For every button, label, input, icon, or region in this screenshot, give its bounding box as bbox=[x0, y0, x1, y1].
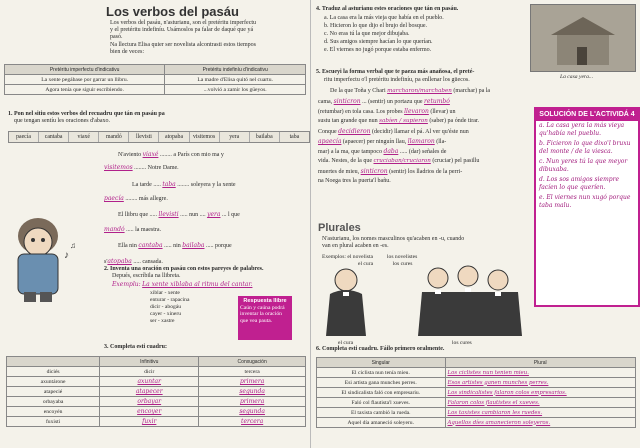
ex3-heading: 3. Completa esti cuadru: bbox=[104, 344, 167, 350]
ex4-item: b. Hicieron lo que dijo el brujo del bosque. bbox=[324, 23, 427, 29]
conj-header: Conxugación bbox=[199, 357, 306, 367]
conjugation-table bbox=[6, 356, 306, 427]
ex1-heading: 1. Pon nel sitiu estos verbos del recuadru que tán en pasáu pa bbox=[8, 111, 165, 117]
conj-cell: tercera bbox=[199, 417, 306, 427]
ex4-item: c. No eras tú la que mejor dibujaba. bbox=[324, 31, 410, 37]
ex2-heading: 2. Inventa una oración en pasáu con estos pareyes de palabres. bbox=[104, 266, 264, 272]
conj-cell: atapecié bbox=[7, 387, 100, 397]
ex2-pair: dicir - abogáu bbox=[150, 304, 182, 310]
plural-header: Singular bbox=[317, 358, 446, 368]
tense-table bbox=[4, 64, 306, 95]
conj-cell: atapecer bbox=[100, 387, 199, 397]
plural-cell: Aquel día amaneció soleyeru. bbox=[317, 418, 446, 428]
house-photo bbox=[530, 4, 636, 72]
ex2-pair: xiblar - xente bbox=[150, 290, 180, 296]
tense-header: Pretéritu imperfectu d'indicativu bbox=[5, 65, 165, 75]
ex5-line: (retumbar) en tola casa. Los probes llevaron (llevar) un bbox=[318, 108, 456, 115]
plurales-heading: Plurales bbox=[318, 222, 361, 234]
word-box-item: atopaba bbox=[159, 132, 189, 142]
plural-table bbox=[316, 357, 636, 428]
intro-line-3: pasó. bbox=[110, 34, 123, 40]
boy-illustration bbox=[8, 208, 80, 304]
intro-line-4: Na llectura Elisa quier ser novelista alcontrasti estos tiempos bbox=[110, 42, 256, 48]
solution-item: c. Nun yeres tú la que meyor dibuxaba. bbox=[539, 158, 628, 173]
conj-cell: encoyén bbox=[7, 407, 100, 417]
ex4-heading: 4. Traduz al asturianu estes oraciones que tán en pasáu. bbox=[316, 6, 459, 12]
priests-illustration bbox=[318, 264, 528, 340]
intro-line-2: y el pretéritu indefiníu. Usámoslos pa falar de daqué que yá bbox=[110, 27, 254, 33]
word-box-item: yera bbox=[220, 132, 250, 142]
tense-header: Pretéritu indefiníu d'indicativu bbox=[165, 65, 306, 75]
conj-cell: orbayar bbox=[100, 397, 199, 407]
conj-cell: dicir bbox=[100, 367, 199, 377]
solution-item: a. La casa yera la más vieya qu'había nel pueblu. bbox=[539, 122, 625, 137]
solution-item: e. El viernes nun xugó porque taba malu. bbox=[539, 194, 631, 209]
plural-cell: Esos artistes ganen munches perres. bbox=[445, 378, 635, 388]
solution-item: b. Ficieron lo que dixo'l bruxu del monte / de la viesca. bbox=[539, 140, 631, 155]
ex1-line: Ella nin cantaba ..... nin bailaba ..... porque bbox=[118, 242, 232, 249]
word-box-item: bailaba bbox=[250, 132, 280, 142]
conj-cell: orbayaba bbox=[7, 397, 100, 407]
ex5-line: cama, sinticron ... (sentir) un portazu que retumbó bbox=[318, 98, 450, 105]
ex5-line: vida. Nestes, de la que cruciaban/cruciaron (cruciar) pel pasillu bbox=[318, 158, 480, 164]
ex1-line: La tarde ..... taba ........ soleyera y la xente bbox=[132, 181, 236, 188]
word-box-item: viaxé bbox=[69, 132, 99, 142]
solution-title: SOLUCIÓN DE L'ACTIVIDÁ 4 bbox=[536, 109, 638, 121]
conj-cell: segunda bbox=[199, 387, 306, 397]
conj-cell: axuntárone bbox=[7, 377, 100, 387]
conj-cell: fuxir bbox=[100, 417, 199, 427]
conj-cell: diciés bbox=[7, 367, 100, 377]
plural-cell: Los ciclistes nun tenien mieu. bbox=[445, 368, 635, 378]
page-title: Los verbos del pasáu bbox=[106, 4, 239, 19]
svg-text:♪: ♪ bbox=[64, 250, 69, 261]
conj-cell: primera bbox=[199, 377, 306, 387]
plurales-text: van en plural acaben en -es. bbox=[322, 243, 389, 249]
ex2-example: Exemplu: La xente xiblaba al ritmu del cantar. bbox=[112, 281, 253, 288]
conj-header bbox=[7, 357, 100, 367]
conj-cell: axuntar bbox=[100, 377, 199, 387]
ex1-line: El llibru que ..... llevisti ..... nun .... yera ... l que bbox=[118, 211, 240, 218]
ex2-pair: enturar - rapacina bbox=[150, 297, 190, 303]
ex1-heading-2: que tengan sentíu les oraciones d'abaxo. bbox=[14, 118, 111, 124]
solution-box bbox=[534, 107, 640, 307]
ex4-item: e. El viernes no jugó porque estaba enfermo. bbox=[324, 47, 432, 53]
plurales-text: N'asturianu, los nomes masculinos qu'acaben en -u, cuando bbox=[322, 236, 465, 242]
plural-cell: Faló col flautista'l xueves. bbox=[317, 398, 446, 408]
note-title: Respuesta llibre bbox=[243, 298, 287, 304]
ex1-line: mandó ..... la maestra. bbox=[104, 226, 162, 233]
intro-line-1: Los verbos del pasáu, n'asturianu, son el pretéritu imperfectu bbox=[110, 20, 257, 26]
ex6-heading: 6. Completa esti cuadru. Fáilo primero oralmente. bbox=[316, 346, 445, 352]
tense-cell: La madre d'Elisa quitó nel cuartu. bbox=[165, 75, 306, 85]
ex5-line: apaecía (apaecer) per ninguín llau, llamaron (lla- bbox=[318, 138, 447, 145]
intro-line-5: bien de veces: bbox=[110, 49, 144, 55]
column-divider bbox=[310, 0, 311, 448]
ex1-line: s'atopaba ..... cansada. bbox=[104, 258, 163, 265]
conj-cell: fuxisti bbox=[7, 417, 100, 427]
ex4-item: d. Sus amigos siempre hacían lo que querían. bbox=[324, 39, 433, 45]
conj-header: Infinitivu bbox=[100, 357, 199, 367]
tense-cell: ...volvió a zamir los güeyos. bbox=[165, 85, 306, 95]
word-box-item: cantaba bbox=[39, 132, 69, 142]
ex5-line: mar) a la ma, que tampoco daba ..... (dar) señales de bbox=[318, 148, 447, 155]
teacher-note bbox=[238, 296, 292, 340]
word-box-item: llevisti bbox=[129, 132, 159, 142]
conj-cell: segunda bbox=[199, 407, 306, 417]
note-text: Caún y caúna podrá inventar la oración que vea pauta. bbox=[240, 304, 285, 324]
ex2-heading-2: Depués, escríbila na llibreta. bbox=[112, 273, 181, 279]
svg-text:♫: ♫ bbox=[70, 241, 76, 250]
word-box-item: visitemos bbox=[190, 132, 220, 142]
ex5-line: muertes de mieu, sinticron (sentir) los lladrios de la perri- bbox=[318, 168, 463, 175]
ex4-item: a. La casa era la más vieja que había en el pueblo. bbox=[324, 15, 444, 21]
plural-header: Plural bbox=[445, 358, 635, 368]
plurales-example: Exemplos: el novelista los novelistes bbox=[322, 254, 418, 260]
plural-cell: Falaron colos flautistes el xueves. bbox=[445, 398, 635, 408]
plural-cell: Esi artista gana munches perres. bbox=[317, 378, 446, 388]
plural-cell: Aquellos díes amanecieron soleyeros. bbox=[445, 418, 635, 428]
conj-cell: encoyer bbox=[100, 407, 199, 417]
plural-cell: Los sindicalistes falaron colos empresarios. bbox=[445, 388, 635, 398]
word-box-item: taba bbox=[289, 134, 300, 140]
ex1-line: visitemos ........ Notre Dame. bbox=[104, 164, 179, 171]
plural-cell: El taxista cambió la rueda. bbox=[317, 408, 446, 418]
house-caption: La casa yera... bbox=[560, 74, 594, 80]
ex1-line: paecía ........ más allegre. bbox=[104, 195, 168, 202]
ex5-line: na Noega tres la puerta'l bañu. bbox=[318, 178, 391, 184]
word-box-item: paecía bbox=[9, 132, 39, 142]
ex2-pair: ser - xastre bbox=[150, 318, 175, 324]
solution-item: d. Los sos amigos siempre facíen lo que queríen. bbox=[539, 176, 620, 191]
house-drawing bbox=[531, 5, 635, 71]
plural-cell: Los taxistes cambiaron les ruedes. bbox=[445, 408, 635, 418]
conj-cell: primera bbox=[199, 397, 306, 407]
tense-cell: La xente pegábase por garrar un llibru. bbox=[5, 75, 165, 85]
ex5-line: Conque decidieron (decidir) llamar el pá. Al ver qu'éste nun bbox=[318, 128, 469, 135]
ex5-line: De la que Toña y Chari marcharon/marchaben (marchar) pa la bbox=[330, 88, 491, 94]
word-box bbox=[8, 131, 310, 143]
ex5-heading: 5. Escueyi la forma verbal que te paeza más anañosa, el preté- bbox=[316, 69, 475, 75]
conj-cell: tercera bbox=[199, 367, 306, 377]
plural-cell: El sindicalista faló con empresariu. bbox=[317, 388, 446, 398]
plural-cell: El ciclista nun tenía mieu. bbox=[317, 368, 446, 378]
ex5-line: sustu tan grande que nun sabíen / supieron (saber) pa ónde tirar. bbox=[318, 118, 480, 124]
priests-caption: los cures bbox=[452, 340, 472, 346]
plurales-example: el cura los cures bbox=[358, 261, 413, 267]
ex1-line: N'aviento viaxé ........ a París con mio ma y bbox=[118, 151, 224, 158]
ex2-pair: cayer - xineru bbox=[150, 311, 182, 317]
tense-cell: Agora tenía que siguir escribiendo. bbox=[5, 85, 165, 95]
priest-caption: el cura bbox=[338, 340, 354, 346]
ex5-heading-2: ritu imperfectu o'l pretéritu indefiníu, pa enllenar los güecos. bbox=[324, 77, 470, 83]
word-box-item: mandó bbox=[99, 132, 129, 142]
